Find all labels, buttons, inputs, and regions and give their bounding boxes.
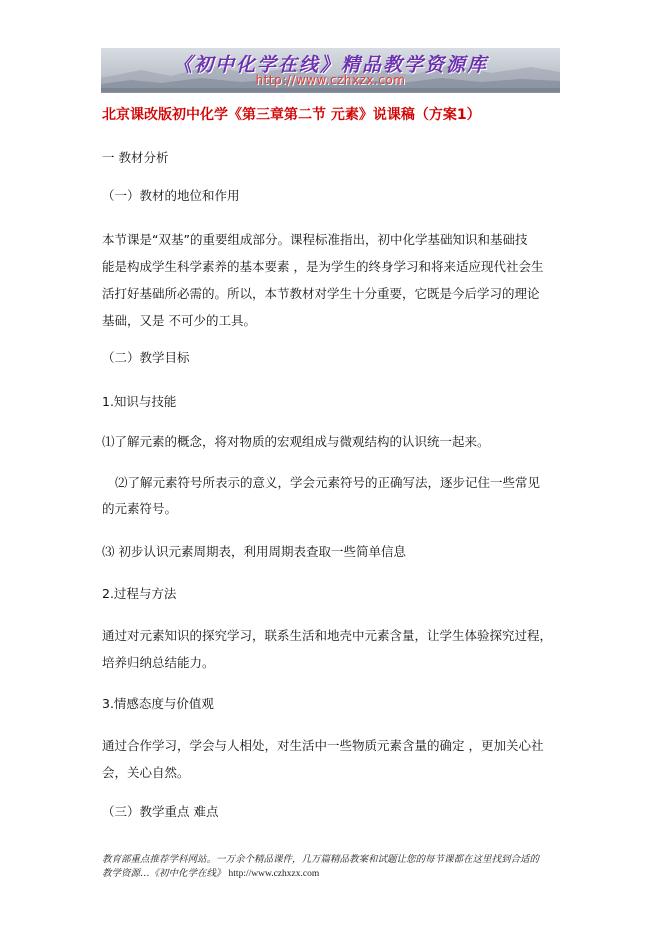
footer-prefix: 教学资源…《初中化学在线》 [102,868,226,879]
paragraph-line: 基础，又是 不可少的工具。 [102,313,256,328]
paragraph-line: 通过合作学习，学会与人相处，对生活中一些物质元素含量的确定 ，更加关心社 [102,738,544,753]
banner-title: 《初中化学在线》精品教学资源库 [172,54,488,76]
list-item: ⑵了解元素符号所表示的意义，学会元素符号的正确写法，逐步记住一些常见 [115,475,541,490]
footer-line: 教育部重点推荐学科网站。一万余个精品课件，几万篇精品教案和试题让您的每节课都在这里找到合适的 [102,854,540,865]
banner-url-link[interactable]: http://www.czhxzx.com [255,73,406,87]
list-heading: 1.知识与技能 [102,394,177,409]
section-heading: 一 教材分析 [102,150,169,165]
paragraph-line: 能是构成学生科学素养的基本要素 ，是为学生的终身学习和将来适应现代社会生 [102,259,544,274]
footer [102,853,567,881]
list-item-continuation: 的元素符号。 [102,501,178,516]
paragraph-line: 本节课是“双基”的重要组成部分。课程标准指出，初中化学基础知识和基础技 [102,232,528,247]
list-item: ⑶ 初步认识元素周期表，利用周期表查取一些简单信息 [102,544,406,559]
list-heading: 2.过程与方法 [102,586,177,601]
footer-line [102,867,567,881]
paragraph-line: 会，关心自然。 [102,765,190,780]
subsection-heading: （二）教学目标 [102,350,190,365]
document-title: 北京课改版初中化学《第三章第二节 元素》说课稿（方案1） [102,107,481,123]
list-heading: 3.情感态度与价值观 [102,696,214,711]
list-item: ⑴了解元素的概念，将对物质的宏观组成与微观结构的认识统一起来。 [102,434,490,449]
footer-url-link[interactable]: http://www.czhxzx.com [228,869,320,879]
paragraph-line: 培养归纳总结能力。 [102,655,215,670]
paragraph-line: 活打好基础所必需的。所以，本节教材对学生十分重要，它既是今后学习的理论 [102,286,540,301]
header-banner [101,48,560,93]
subsection-heading: （三）教学重点 难点 [102,804,219,819]
subsection-heading: （一）教材的地位和作用 [102,188,240,203]
paragraph-line: 通过对元素知识的探究学习，联系生活和地壳中元素含量，让学生体验探究过程， [102,628,553,643]
